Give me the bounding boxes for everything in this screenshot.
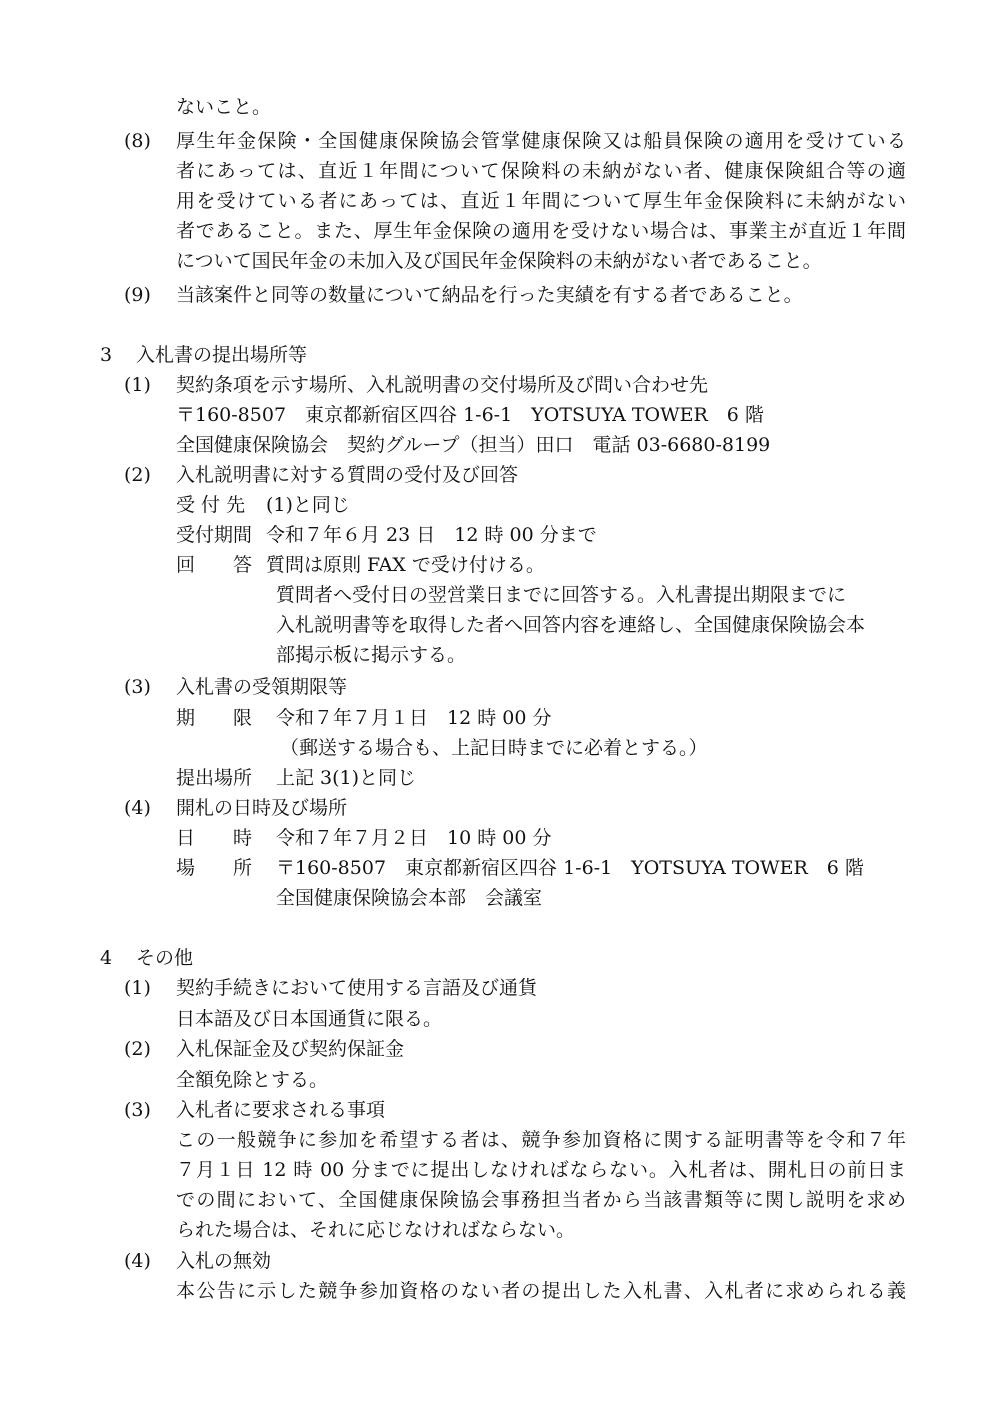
- field-value: (1)と同じ: [266, 494, 350, 516]
- item8-line: 用を受けている者にあっては、直近１年間について厚生年金保険料に未納がない: [176, 190, 906, 212]
- field-label: 期 限: [176, 707, 253, 729]
- field-label: 提出場所: [176, 767, 253, 789]
- item8-line: 者にあっては、直近１年間について保険料の未納がない者、健康保険組合等の適: [176, 160, 906, 182]
- field-label: 場 所: [176, 857, 253, 879]
- item9-text: 当該案件と同等の数量について納品を行った実績を有する者であること。: [176, 284, 803, 306]
- field-label: 回 答: [176, 554, 253, 576]
- item-number: (8): [124, 130, 151, 152]
- field-value: 令和７年７月１日 12 時 00 分: [276, 707, 552, 729]
- field-label: 受 付 先: [176, 494, 246, 516]
- item-body: 日本語及び日本国通貨に限る。: [176, 1008, 443, 1030]
- contact-line: 全国健康保険協会 契約グループ（担当）田口 電話 03-6680-8199: [176, 434, 771, 456]
- item-number: (4): [124, 1250, 151, 1272]
- item-heading: 入札者に要求される事項: [176, 1099, 386, 1121]
- field-value: 令和７年６月 23 日 12 時 00 分まで: [266, 524, 597, 546]
- item-number: (4): [124, 797, 151, 819]
- field-value: 全国健康保険協会本部 会議室: [276, 887, 543, 909]
- item-heading: 入札保証金及び契約保証金: [176, 1038, 405, 1060]
- item-number: (1): [124, 977, 151, 999]
- item-heading: 入札説明書に対する質問の受付及び回答: [176, 464, 519, 486]
- section-number: 4: [100, 947, 113, 969]
- field-value: 部掲示板に掲示する。: [276, 644, 467, 666]
- item-heading: 契約条項を示す場所、入札説明書の交付場所及び問い合わせ先: [176, 374, 709, 396]
- item-body: 全額免除とする。: [176, 1069, 329, 1091]
- field-note: （郵送する場合も、上記日時までに必着とする。）: [280, 737, 708, 759]
- item-body-line: この一般競争に参加を希望する者は、競争参加資格に関する証明書等を令和７年: [176, 1129, 906, 1151]
- item-heading: 開札の日時及び場所: [176, 797, 348, 819]
- item-number: (9): [124, 284, 151, 306]
- field-label: 受付期間: [176, 524, 253, 546]
- field-value: 質問は原則 FAX で受け付ける。: [266, 554, 545, 576]
- section-heading: 入札書の提出場所等: [136, 344, 308, 366]
- item-body-line: での間において、全国健康保険協会事務担当者から当該書類等に関し説明を求め: [176, 1189, 906, 1211]
- field-value: 上記 3(1)と同じ: [276, 767, 417, 789]
- item8-line: 者であること。また、厚生年金保険の適用を受けない場合は、事業主が直近１年間: [176, 220, 906, 242]
- continuation-text: ないこと。: [176, 96, 272, 118]
- field-value: 〒160-8507 東京都新宿区四谷 1-6-1 YOTSUYA TOWER 6 階: [276, 857, 864, 879]
- item-number: (3): [124, 1099, 151, 1121]
- item-number: (1): [124, 374, 151, 396]
- field-value: 令和７年７月２日 10 時 00 分: [276, 827, 552, 849]
- field-label: 日 時: [176, 827, 253, 849]
- item-heading: 契約手続きにおいて使用する言語及び通貨: [176, 977, 538, 999]
- item-heading: 入札の無効: [176, 1250, 272, 1272]
- address-line: 〒160-8507 東京都新宿区四谷 1-6-1 YOTSUYA TOWER 6 階: [176, 404, 764, 426]
- item-number: (2): [124, 464, 151, 486]
- section-heading: その他: [136, 947, 194, 969]
- item-heading: 入札書の受領期限等: [176, 676, 348, 698]
- section-number: 3: [100, 344, 113, 366]
- item8-line: 厚生年金保険・全国健康保険協会管掌健康保険又は船員保険の適用を受けている: [176, 130, 906, 152]
- item-body-line: ７月１日 12 時 00 分までに提出しなければならない。入札者は、開札日の前日ま: [176, 1159, 906, 1181]
- item8-line: について国民年金の未加入及び国民年金保険料の未納がない者であること。: [176, 250, 822, 272]
- field-value: 質問者へ受付日の翌営業日までに回答する。入札書提出期限までに: [276, 584, 847, 606]
- item-number: (3): [124, 676, 151, 698]
- item-number: (2): [124, 1038, 151, 1060]
- field-value: 入札説明書等を取得した者へ回答内容を連絡し、全国健康保険協会本: [276, 614, 866, 636]
- item-body-line: 本公告に示した競争参加資格のない者の提出した入札書、入札者に求められる義: [176, 1280, 906, 1302]
- item-body-line: られた場合は、それに応じなければならない。: [176, 1219, 576, 1241]
